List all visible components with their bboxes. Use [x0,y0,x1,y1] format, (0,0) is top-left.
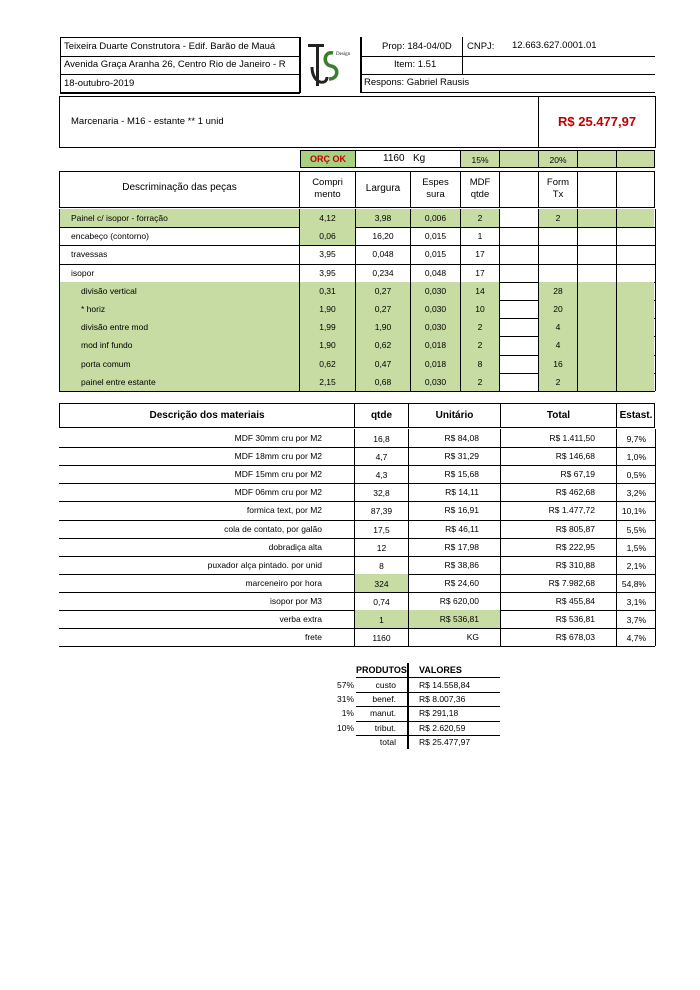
summary-header-values: VALORES [419,665,462,675]
piece-row-form: 20 [553,304,563,314]
material-row-unit: R$ 620,00 [439,595,479,606]
percent-20: 20% [549,155,567,165]
material-row-qtde: 32,8 [373,488,390,499]
piece-row-larg: 0,47 [374,358,392,369]
col-header-esp-2: sura [426,189,445,200]
piece-row-comp: 0,06 [319,231,336,242]
material-row-total: R$ 1.411,50 [549,433,595,443]
material-row-qtde: 87,39 [370,506,393,517]
piece-row-desc: Painel c/ isopor - forração [71,213,168,223]
material-row-unit: R$ 16,91 [444,505,479,516]
summary-header-products: PRODUTOS [356,665,407,675]
piece-row-desc: divisão entre mod [81,322,149,333]
piece-row-mdf: 2 [477,376,483,387]
item-description: Marcenaria - M16 - estante ** 1 unid [71,116,224,127]
material-row-pct: 4,7% [626,633,646,644]
summary-value: R$ 25.477,97 [419,736,471,747]
piece-row-comp: 1,90 [319,340,336,351]
col-header-comp-2: mento [314,189,341,200]
piece-row-esp: 0,030 [424,376,447,387]
material-row-total: R$ 67,19 [560,469,595,480]
piece-row-comp: 0,62 [319,358,336,369]
summary-value: R$ 14.558,84 [419,680,471,690]
piece-row-larg: 0,27 [374,285,392,296]
proposal-number: Prop: 184-04/0D [382,41,452,52]
material-row-unit: R$ 15,68 [444,469,479,480]
orc-ok-badge: ORÇ OK [310,154,346,164]
material-row-unit: R$ 24,60 [444,577,479,588]
piece-row-larg: 0,234 [372,267,394,278]
piece-row-desc: divisão vertical [81,285,137,296]
material-row-total: R$ 455,84 [555,595,595,606]
piece-row-form: 28 [553,285,563,296]
piece-row-larg: 0,27 [374,304,392,314]
material-row-unit: R$ 17,98 [444,541,479,552]
material-row-unit: R$ 536,81 [439,614,479,624]
summary-pct: 57% [336,680,354,690]
cnpj-label: CNPJ: [467,41,495,52]
piece-row-comp: 4,12 [319,213,336,223]
material-row-pct: 1,5% [626,542,646,553]
piece-row-esp: 0,030 [424,285,447,296]
material-row-unit: R$ 14,11 [445,487,479,498]
piece-row-desc: encabeço (contorno) [71,231,149,242]
material-row-qtde: 1160 [372,633,391,644]
svg-text:Design: Design [336,52,351,57]
percent-15: 15% [471,155,489,165]
material-row-desc: cola de contato, por galão [224,523,322,534]
material-row-pct: 54,8% [621,578,646,589]
piece-row-form: 2 [555,376,561,387]
piece-row-form: 2 [555,213,561,223]
summary-label: total [379,736,396,747]
material-row-qtde: 16,8 [373,434,390,444]
material-row-desc: isopor por M3 [270,595,322,606]
piece-row-esp: 0,048 [424,267,447,278]
material-row-qtde: 4,3 [375,470,388,481]
piece-row-mdf: 2 [477,340,483,351]
piece-row-desc: painel entre estante [81,376,156,387]
material-row-desc: MDF 15mm cru por M2 [234,469,322,480]
summary-pct: 1% [341,708,354,719]
piece-row-desc: isopor [71,267,95,278]
summary-label: benef. [372,694,396,705]
col-header-mdf-2: qtde [470,189,490,200]
piece-row-mdf: 2 [477,322,483,333]
col-header-materials: Descrição dos materiais [149,410,265,421]
piece-row-esp: 0,018 [424,358,447,369]
material-row-pct: 1,0% [626,452,646,463]
piece-row-larg: 1,90 [374,322,392,333]
material-row-desc: dobradiça alta [268,541,322,552]
piece-row-esp: 0,030 [424,304,447,314]
piece-row-mdf: 8 [477,358,483,369]
piece-row-esp: 0,018 [424,340,447,351]
piece-row-larg: 0,62 [374,340,392,351]
material-row-desc: verba extra [279,614,322,624]
total-weight: 1160 [383,153,405,164]
material-row-unit: R$ 84,08 [444,433,479,443]
piece-row-comp: 3,95 [319,267,336,278]
col-header-unitario: Unitário [435,410,474,421]
material-row-total: R$ 536,81 [555,614,595,624]
document-date: 18-outubro-2019 [64,78,135,89]
material-row-qtde: 1 [379,615,384,625]
material-row-pct: 3,1% [626,596,646,607]
cnpj-value: 12.663.627.0001.01 [512,40,597,51]
material-row-desc: MDF 18mm cru por M2 [234,451,322,462]
summary-value: R$ 8.007,36 [419,694,466,705]
piece-row-comp: 3,95 [319,249,336,260]
company-address: Avenida Graça Aranha 26, Centro Rio de Janeiro - R [64,59,286,70]
col-header-form-1: Form [546,177,570,188]
piece-row-larg: 16,20 [372,231,394,242]
material-row-qtde: 4,7 [375,452,388,463]
piece-row-comp: 1,99 [319,322,336,333]
col-header-form-2: Tx [552,189,564,200]
material-row-total: R$ 678,03 [555,632,595,643]
material-row-unit: R$ 46,11 [445,523,479,534]
material-row-total: R$ 310,88 [555,559,595,570]
material-row-pct: 0,5% [626,470,646,481]
summary-label: manut. [370,708,396,719]
company-logo [303,39,358,91]
material-row-desc: MDF 30mm cru por M2 [234,433,322,443]
responsible: Respons: Gabriel Rausis [364,77,470,88]
summary-value: R$ 2.620,59 [419,722,466,733]
material-row-desc: MDF 06mm cru por M2 [234,487,322,498]
piece-row-desc: porta comum [81,358,131,369]
company-name: Teixeira Duarte Construtora - Edif. Barão de Mauá [64,41,276,52]
material-row-desc: formica text, por M2 [246,505,322,516]
material-row-total: R$ 805,87 [555,523,595,534]
col-header-total: Total [546,410,571,421]
material-row-total: R$ 1.477,72 [548,505,595,516]
material-row-unit: R$ 31,29 [444,451,479,462]
material-row-pct: 2,1% [626,560,646,571]
material-row-total: R$ 462,68 [555,487,595,498]
summary-label: tribut. [374,722,396,733]
piece-row-esp: 0,006 [424,213,447,223]
piece-row-desc: travessas [71,249,108,260]
material-row-total: R$ 146,68 [555,451,595,462]
material-row-total: R$ 7.982,68 [548,577,595,588]
summary-value: R$ 291,18 [419,708,459,719]
col-header-pieces: Descriminação das peças [122,182,237,193]
material-row-desc: puxador alça pintado. por unid [207,559,322,570]
material-row-pct: 9,7% [626,434,646,444]
material-row-qtde: 324 [374,578,389,589]
piece-row-comp: 2,15 [319,376,336,387]
piece-row-comp: 0,31 [319,285,336,296]
piece-row-mdf: 10 [475,304,485,314]
col-header-comp-1: Compri [312,177,343,188]
piece-row-larg: 0,68 [374,376,392,387]
summary-pct: 31% [336,694,354,705]
piece-row-esp: 0,015 [424,249,447,260]
col-header-mdf-1: MDF [469,177,491,188]
material-row-qtde: 0,74 [373,596,390,607]
material-row-pct: 3,7% [626,615,646,625]
material-row-unit: R$ 38,86 [444,559,479,570]
piece-row-mdf: 17 [475,249,485,260]
col-header-esp-1: Espes [422,177,449,188]
material-row-qtde: 17,5 [373,524,390,535]
piece-row-esp: 0,015 [424,231,447,242]
piece-row-mdf: 14 [475,285,485,296]
piece-row-mdf: 1 [477,231,483,242]
piece-row-larg: 3,98 [374,213,392,223]
col-header-estat: Estast. [619,410,653,421]
piece-row-larg: 0,048 [372,249,394,260]
piece-row-comp: 1,90 [319,304,336,314]
col-header-qtde: qtde [370,410,393,421]
material-row-pct: 10,1% [621,506,646,517]
piece-row-mdf: 2 [477,213,483,223]
piece-row-esp: 0,030 [424,322,447,333]
material-row-unit: KG [466,632,479,643]
col-header-largura: Largura [365,183,401,194]
piece-row-desc: mod inf fundo [81,340,133,351]
material-row-qtde: 12 [376,542,387,553]
material-row-total: R$ 222,95 [555,541,595,552]
material-row-desc: frete [304,632,322,643]
piece-row-form: 16 [553,358,563,369]
piece-row-mdf: 17 [475,267,485,278]
grand-total: R$ 25.477,97 [558,114,637,129]
material-row-qtde: 8 [379,560,384,571]
material-row-pct: 3,2% [626,488,646,499]
piece-row-desc: * horiz [81,304,106,314]
item-number: Item: 1.51 [394,59,437,70]
material-row-pct: 5,5% [626,524,646,535]
material-row-desc: marceneiro por hora [245,577,322,588]
summary-label: custo [375,680,396,690]
weight-unit: Kg [413,153,426,164]
summary-pct: 10% [336,722,354,733]
piece-row-form: 4 [555,340,561,351]
piece-row-form: 4 [555,322,561,333]
